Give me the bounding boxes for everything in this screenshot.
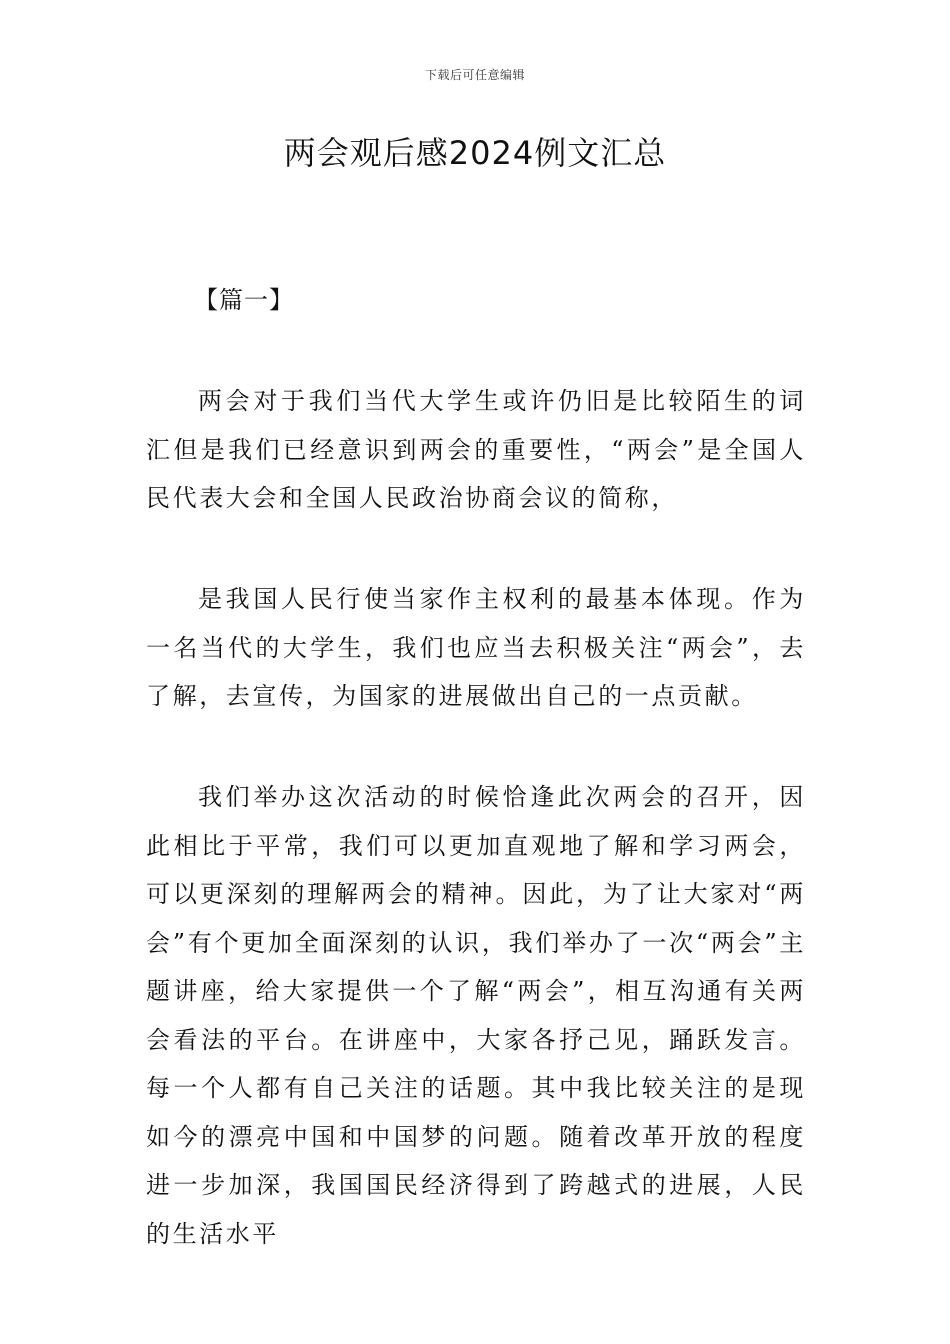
document-title: 两会观后感2024例文汇总 bbox=[283, 134, 667, 172]
header-note: 下载后可任意编辑 bbox=[424, 68, 525, 82]
paragraph-3: 我们举办这次活动的时候恰逢此次两会的召开，因此相比于平常，我们可以更加直观地了解和学习两会，可以更深刻的理解两会的精神。因此，为了让大家对“两会”有个更加全面深刻的认识，我们举办了一次“两会”主题讲座，给大家提供一个了解“两会”，相互沟通有关两会看法的平台。在讲座中，大家各抒己见，踊跃发言。每一个人都有自己关注的话题。其中我比较关注的是现如今的漂亮中国和中国梦的问题。随着改革开放的程度进一步加深，我国国民经济得到了跨越式的进展，人民的生活水平 bbox=[146, 783, 806, 1248]
paragraph-1: 两会对于我们当代大学生或许仍旧是比较陌生的词汇但是我们已经意识到两会的重要性，“两会”是全国人民代表大会和全国人民政治协商会议的简称， bbox=[146, 387, 806, 512]
section-label: 【篇一】 bbox=[194, 286, 294, 314]
paragraph-2: 是我国人民行使当家作主权利的最基本体现。作为一名当代的大学生，我们也应当去积极关注“两会”，去了解，去宣传，为国家的进展做出自己的一点贡献。 bbox=[146, 585, 806, 710]
